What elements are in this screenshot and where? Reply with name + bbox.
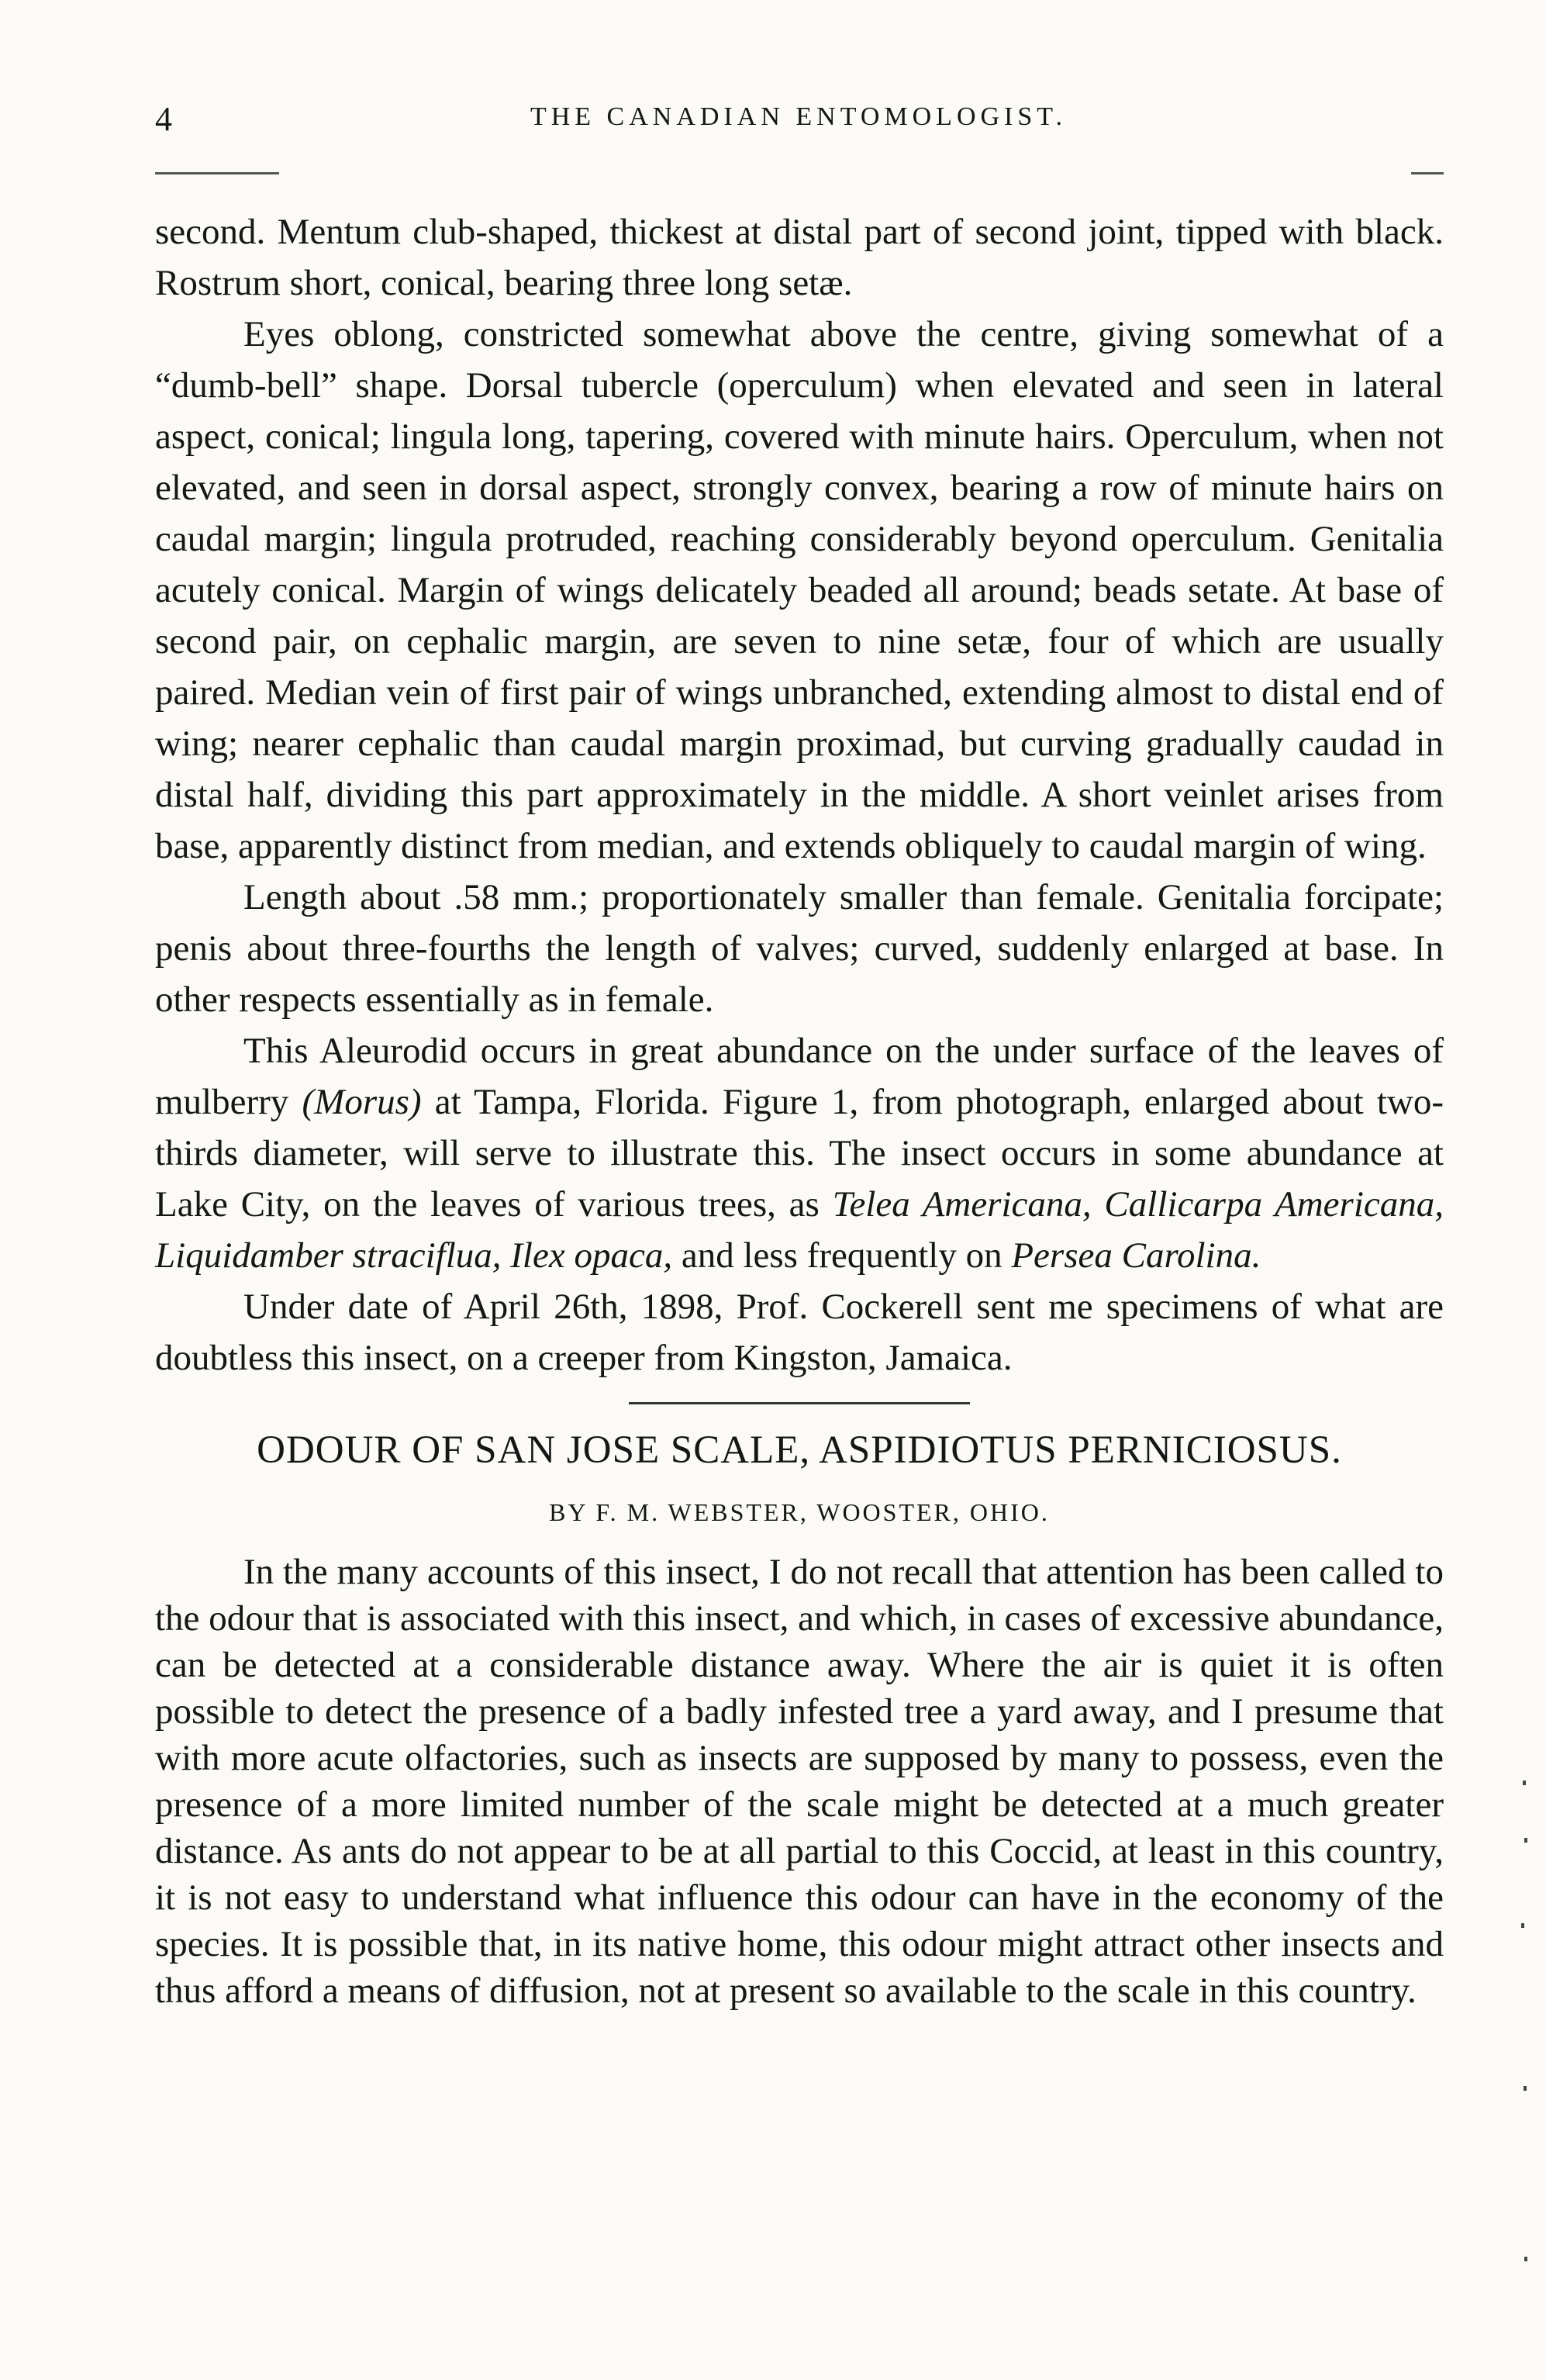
- occurrence-text-a: This Aleurodid occurs in great abundance on the under surface of the leaves of mulberry: [155, 1031, 1444, 1122]
- morus-italic: (Morus): [302, 1082, 422, 1122]
- article-continued: [155, 206, 1444, 1383]
- running-title: THE CANADIAN ENTOMOLOGIST.: [530, 102, 1068, 131]
- paragraph-mentum: second. Mentum club-shaped, thickest at distal part of second joint, tipped with black. Rostrum short, conical, bearing three long setæ.: [155, 212, 1444, 303]
- paragraph-eyes: Eyes oblong, constricted somewhat above the centre, giving somewhat of a “dumb-bell” shape. Dorsal tubercle (operculum) when elevated and seen in lateral aspect, conical; lingula long, tapering, covered with minute hairs. Operculum, when not elevated, and seen in dorsal aspect, strongly convex, bearing a row of minute hairs on caudal margin; lingula protruded, reaching considerably beyond operculum. Genitalia acutely conical. Margin of wings delicately beaded all around; beads setate. At base of second pair, on cephalic margin, are seven to nine setæ, four of which are usually paired. Median vein of first pair of wings unbranched, extending almost to distal end of wing; nearer cephalic than caudal margin proximad, but curving gradually caudad in distal half, dividing this part approximately in the middle. A short veinlet arises from base, apparently distinct from median, and extends obliquely to caudal margin of wing.: [155, 314, 1444, 866]
- paragraph-odour: In the many accounts of this insect, I do not recall that attention has been called to the odour that is associated with this insect, and which, in cases of excessive abundance, can be detected at a considerable distance away. Where the air is quiet it is often possible to detect the presence of a badly infested tree a yard away, and I presume that with more acute olfactories, such as insects are supposed by many to possess, even the presence of a more limited number of the scale might be detected at a much greater distance. As ants do not appear to be at all partial to this Coccid, at least in this country, it is not easy to understand what influence this odour can have in the economy of the species. It is possible that, in its native home, this odour might attract other insects and thus afford a means of diffusion, not at present so available to the scale in this country.: [155, 1552, 1444, 2011]
- section-divider: [629, 1402, 970, 1404]
- margin-speck: [1524, 2086, 1527, 2091]
- margin-speck: [1524, 2257, 1527, 2261]
- paragraph-cockerell: Under date of April 26th, 1898, Prof. Cockerell sent me specimens of what are doubtless this insect, on a creeper from Kingston, Jamaica.: [155, 1287, 1444, 1378]
- article-title: ODOUR OF SAN JOSE SCALE, ASPIDIOTUS PERNICIOSUS.: [257, 1428, 1342, 1472]
- header-rule-left: [155, 172, 279, 174]
- article-odour: [155, 1425, 1444, 2014]
- margin-speck: [1524, 1838, 1527, 1843]
- margin-speck: [1521, 1923, 1524, 1928]
- page-body: [155, 206, 1444, 2014]
- host-plants-italic: Telea Americana, Callicarpa Americana, Liquidamber straciflua, Ilex opaca,: [155, 1184, 1444, 1276]
- page-header: [155, 99, 1442, 146]
- margin-speck: [1523, 1781, 1526, 1785]
- occurrence-text-b: at Tampa, Florida. Figure 1, from photograph, enlarged about two-thirds diameter, will serve to illustrate this. The insect occurs in some abundance at Lake City, on the leaves of various trees, as: [155, 1082, 1444, 1225]
- article-byline: BY F. M. WEBSTER, WOOSTER, OHIO.: [549, 1498, 1050, 1526]
- paragraph-occurrence: [155, 1025, 1444, 1281]
- header-rule-right: [1411, 172, 1444, 174]
- paragraph-male-length: Length about .58 mm.; proportionately smaller than female. Genitalia forcipate; penis about three-fourths the length of valves; curved, suddenly enlarged at base. In other respects essentially as in female.: [155, 877, 1444, 1020]
- page-number: 4: [155, 100, 172, 138]
- occurrence-text-c: and less frequently on: [672, 1235, 1012, 1276]
- persea-italic: Persea Carolina.: [1011, 1235, 1261, 1276]
